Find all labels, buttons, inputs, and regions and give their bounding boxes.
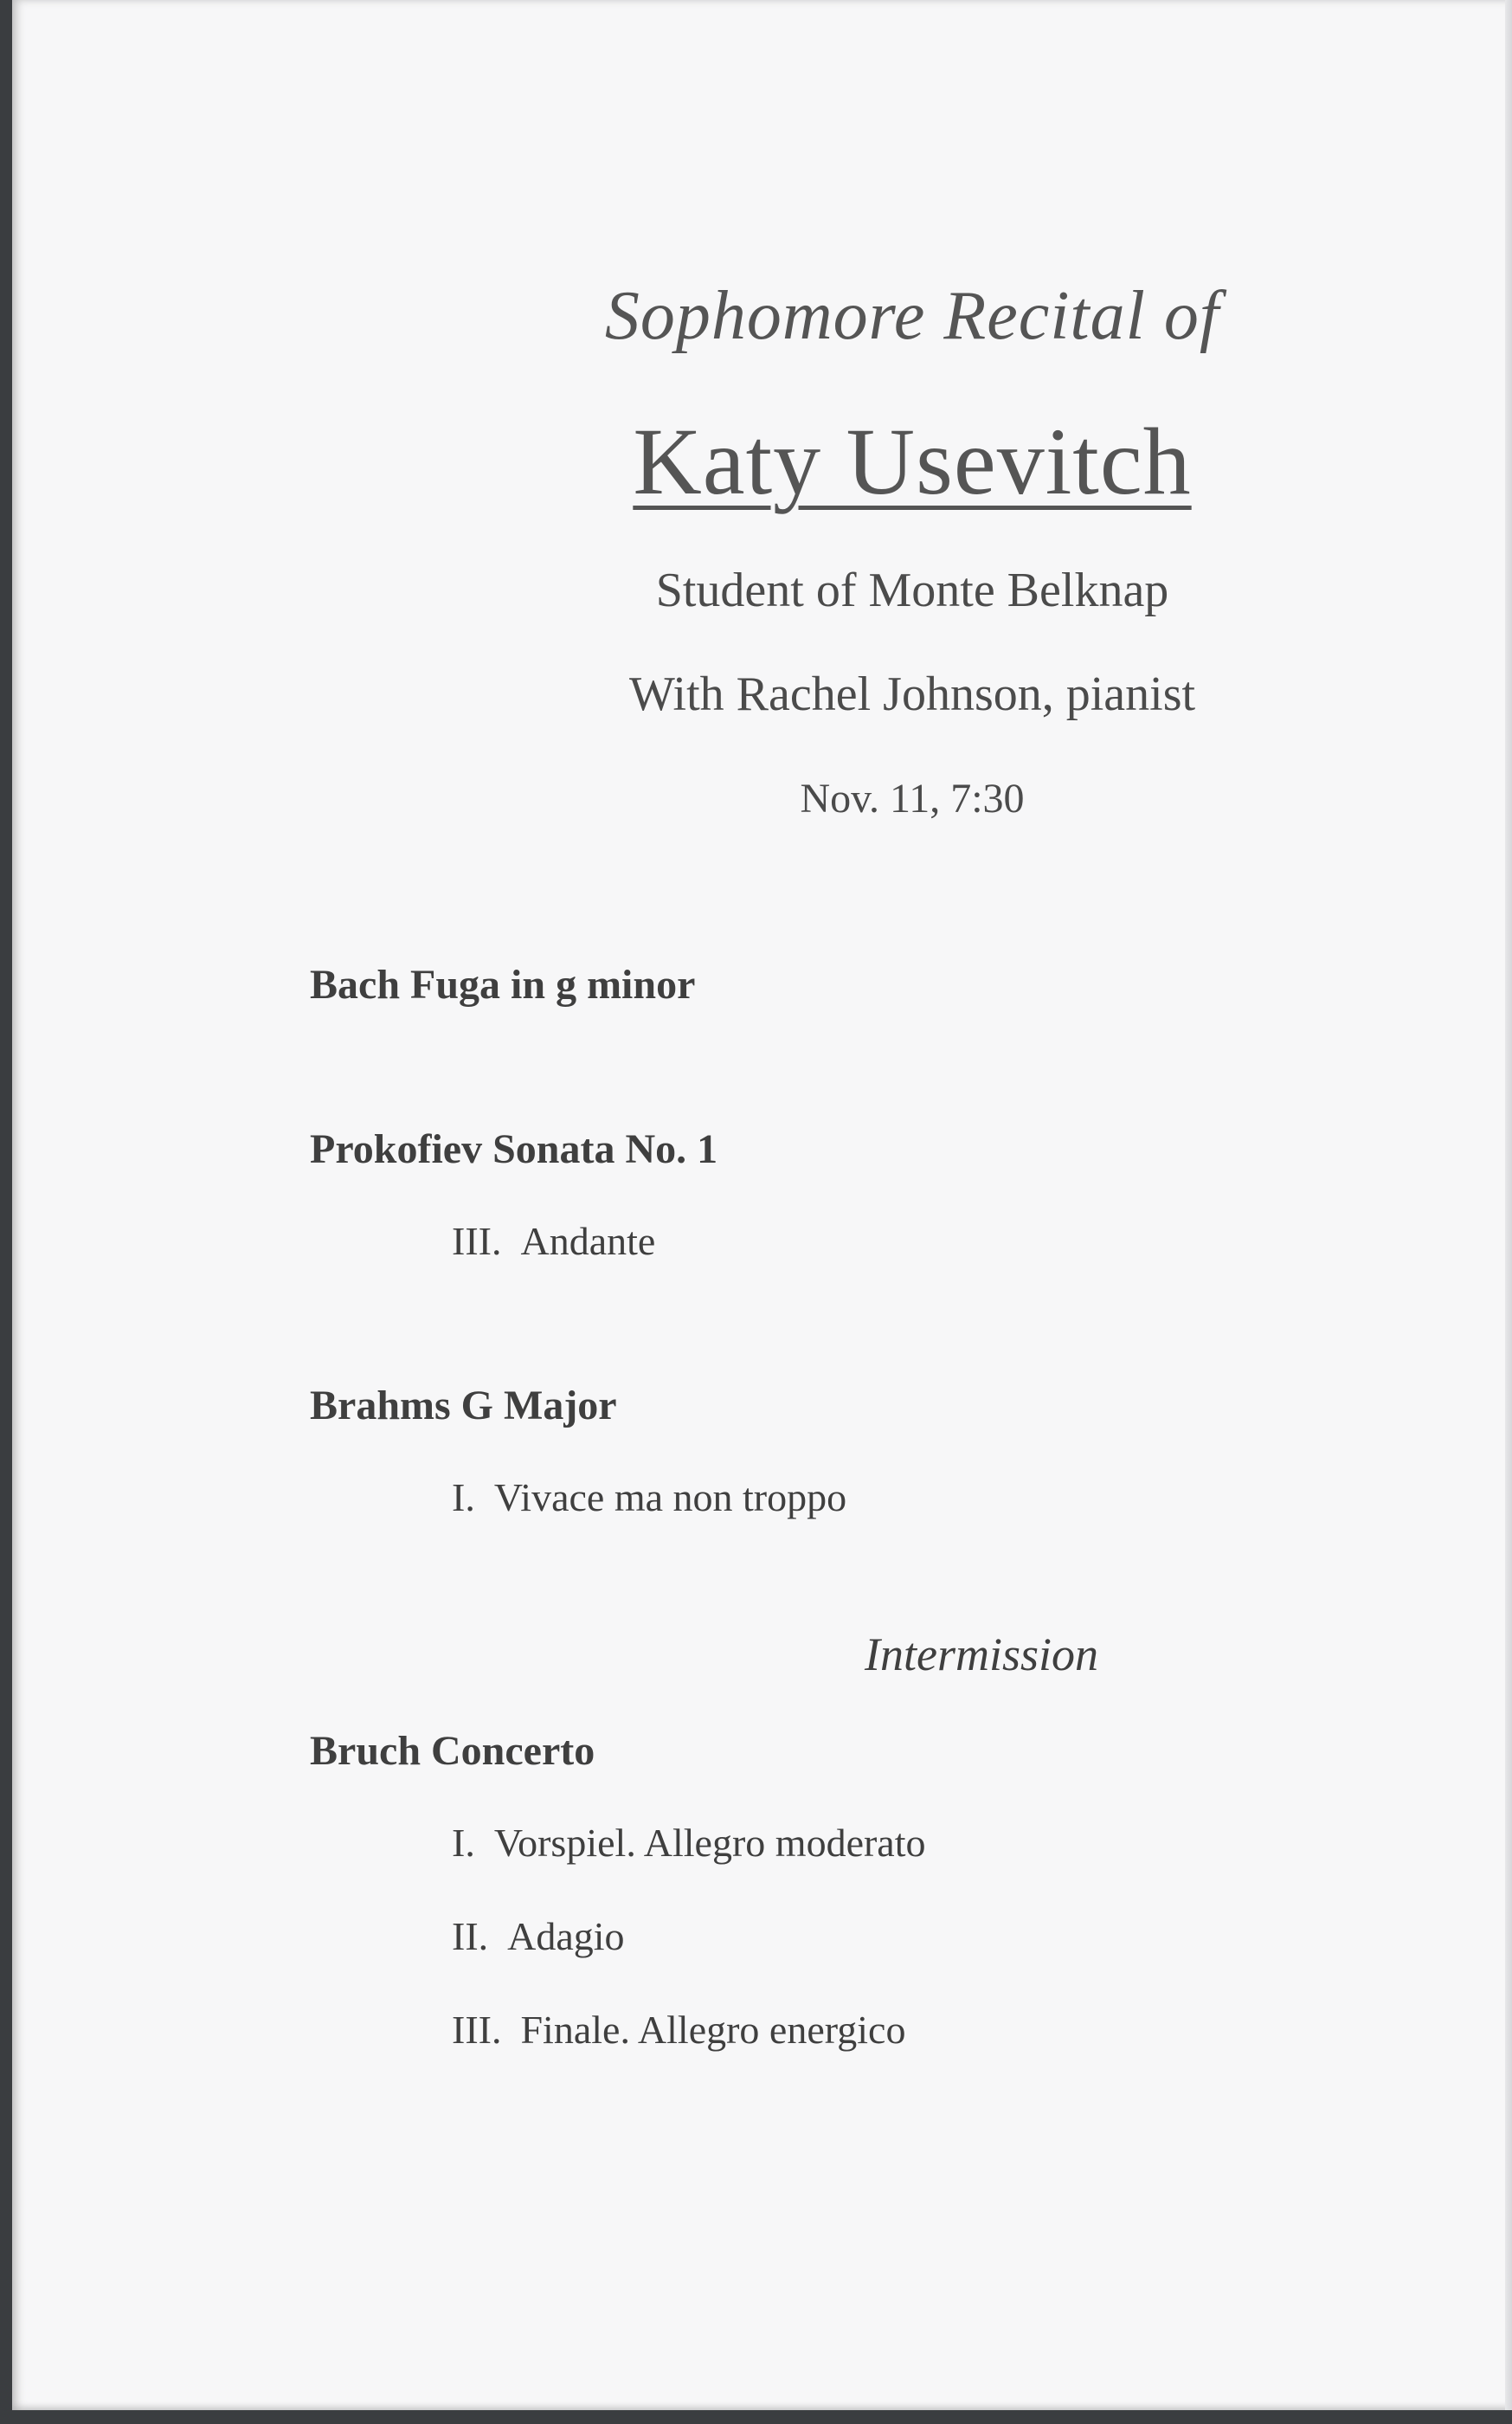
movement-title: Adagio: [507, 1914, 625, 1958]
pianist-line: With Rachel Johnson, pianist: [628, 667, 1196, 721]
movement-title: Vivace ma non troppo: [493, 1475, 847, 1519]
movement-item: [452, 1913, 625, 1959]
movement-numeral: I.: [452, 1475, 475, 1519]
movement-item: [452, 1474, 846, 1520]
movement-item: [452, 2007, 905, 2053]
piece-title-brahms: Brahms G Major: [310, 1383, 617, 1428]
piece-title-bruch: Bruch Concerto: [310, 1728, 595, 1774]
movement-title: Andante: [520, 1219, 656, 1263]
movement-title: Vorspiel. Allegro moderato: [493, 1821, 926, 1865]
program-page: [12, 0, 1512, 2410]
recital-title: Sophomore Recital of: [604, 278, 1220, 354]
date-time: Nov. 11, 7:30: [800, 776, 1025, 822]
movement-title: Finale. Allegro energico: [520, 2008, 906, 2052]
piece-title-prokofiev: Prokofiev Sonata No. 1: [310, 1126, 718, 1172]
movement-item: [452, 1218, 655, 1264]
intermission-label: Intermission: [865, 1628, 1098, 1680]
teacher-line: Student of Monte Belknap: [655, 564, 1169, 617]
movement-item: [452, 1820, 926, 1866]
performer-name: Katy Usevitch: [633, 409, 1192, 514]
movement-numeral: II.: [452, 1914, 489, 1958]
page-edge-shadow: [1505, 0, 1512, 2410]
movement-numeral: I.: [452, 1821, 475, 1865]
movement-numeral: III.: [452, 1219, 502, 1263]
movement-numeral: III.: [452, 2008, 502, 2052]
piece-title-bach: Bach Fuga in g minor: [310, 962, 696, 1008]
